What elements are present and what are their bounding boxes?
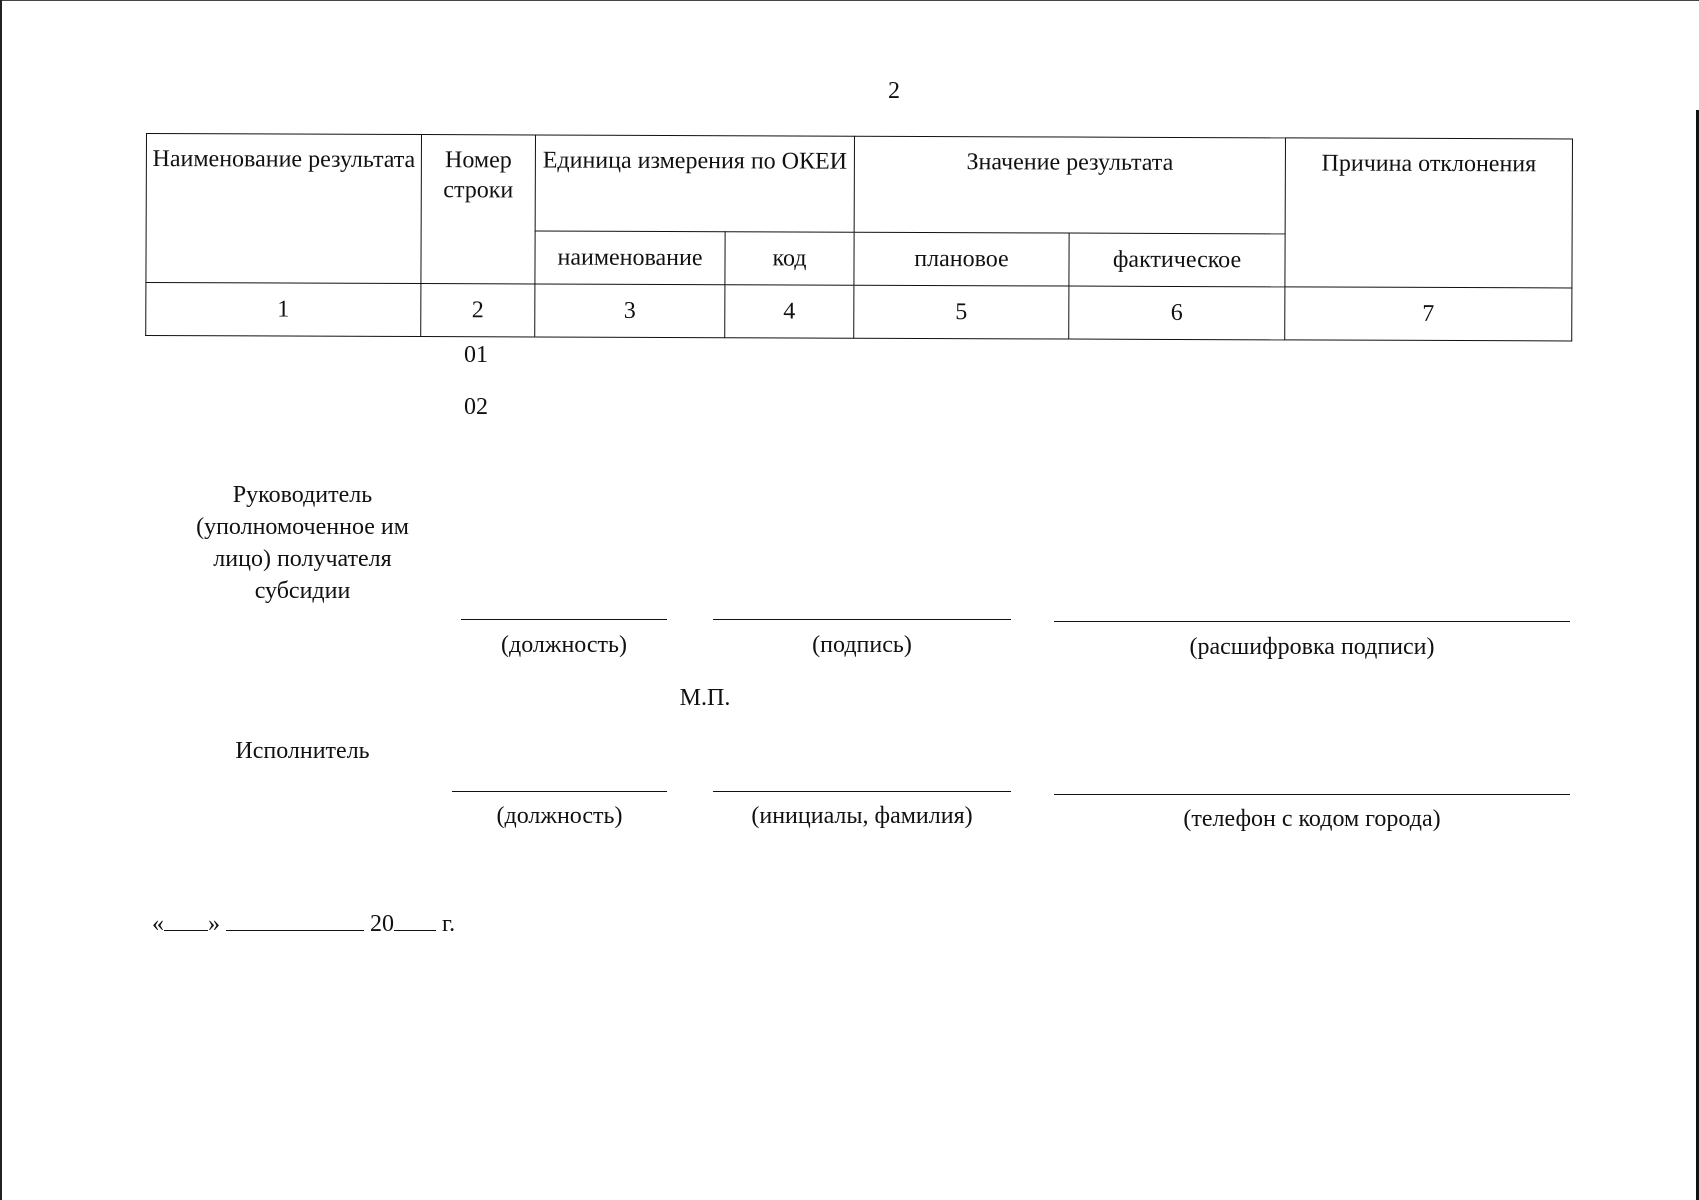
manager-signature-caption: (подпись) — [812, 632, 912, 658]
manager-label: Руководитель (уполномоченное им лицо) получателя субсидии — [196, 482, 409, 604]
header-deviation-reason: Причина отклонения — [1285, 138, 1573, 288]
date-year-suffix: г. — [442, 911, 456, 937]
column-number-cell: 6 — [1069, 286, 1285, 340]
manager-decoding-caption: (расшифровка подписи) — [1189, 634, 1435, 660]
executor-phone-line — [1054, 794, 1570, 795]
column-number-cell: 1 — [146, 283, 421, 337]
executor-phone-caption: (телефон с кодом города) — [1183, 806, 1441, 832]
date-year-prefix: 20 — [370, 911, 394, 937]
header-result-name: Наименование результата — [146, 134, 422, 284]
column-number-cell: 7 — [1285, 287, 1572, 341]
date-close-quote: » — [208, 911, 220, 937]
manager-position-line — [461, 619, 667, 620]
header-actual: фактическое — [1069, 233, 1285, 287]
page-number: 2 — [888, 78, 900, 104]
page-top-edge — [0, 0, 1699, 1]
executor-label: Исполнитель — [235, 738, 370, 764]
header-unit-name: наименование — [535, 231, 725, 285]
executor-position-line — [452, 791, 667, 792]
header-line-number: Номер строки — [421, 135, 536, 284]
header-unit-code: код — [725, 231, 854, 285]
column-number-cell: 3 — [535, 284, 725, 338]
executor-name-line — [713, 791, 1011, 792]
manager-signature-line — [713, 619, 1011, 620]
manager-decoding-line — [1054, 621, 1570, 622]
header-result-value: Значение результата — [854, 136, 1285, 233]
manager-position-caption: (должность) — [501, 632, 627, 658]
date-year-blank — [394, 908, 436, 931]
date-month-blank — [226, 908, 364, 931]
header-unit-okei: Единица измерения по ОКЕИ — [535, 135, 854, 232]
line-code-02: 02 — [464, 394, 488, 420]
header-planned: плановое — [854, 232, 1069, 286]
column-number-cell: 4 — [725, 285, 854, 338]
executor-position-caption: (должность) — [496, 803, 623, 829]
stamp-place: М.П. — [679, 685, 731, 711]
line-code-01: 01 — [464, 342, 488, 368]
date-open-quote: « — [152, 911, 164, 937]
date-field — [152, 908, 455, 938]
executor-name-caption: (инициалы, фамилия) — [751, 803, 973, 829]
results-table — [145, 133, 1573, 341]
column-number-cell: 2 — [421, 284, 535, 337]
column-number-cell: 5 — [854, 285, 1069, 339]
page-left-edge — [0, 0, 2, 1200]
date-day-blank — [164, 908, 208, 931]
